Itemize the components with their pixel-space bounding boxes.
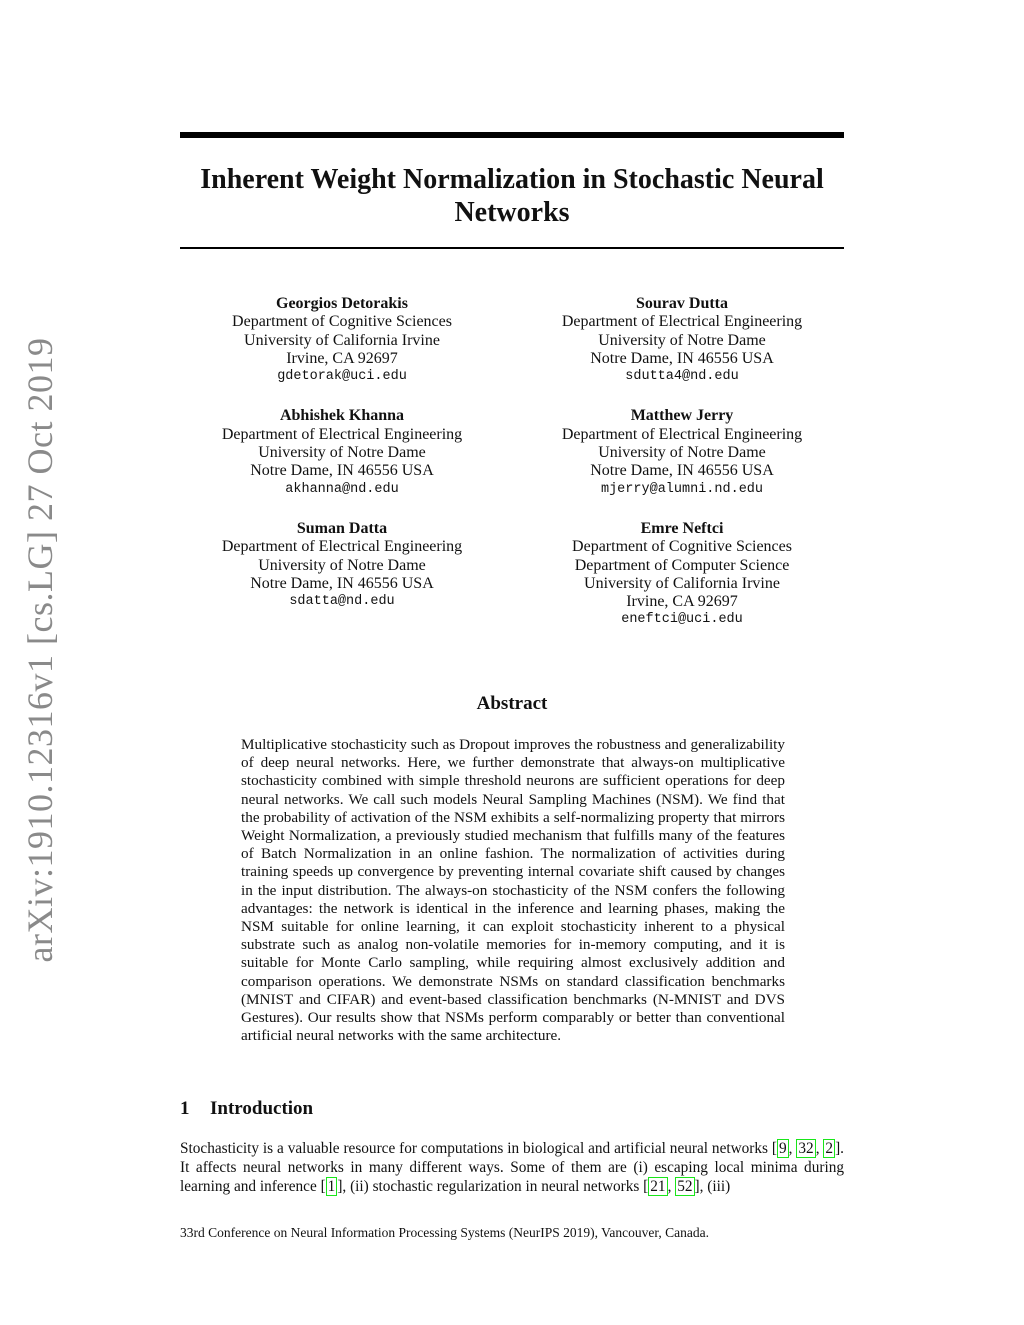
conference-footer: 33rd Conference on Neural Information Processing Systems (NeurIPS 2019), Vancouver, Canada. <box>180 1225 709 1240</box>
citation-link[interactable]: 2 <box>825 1140 834 1157</box>
author-card <box>192 520 492 630</box>
author-affiliation: Department of Electrical Engineering <box>561 425 803 443</box>
author-name: Suman Datta <box>296 519 388 537</box>
author-affiliation: University of Notre Dame <box>598 331 766 349</box>
author-email[interactable]: sdutta4@nd.edu <box>625 369 739 385</box>
paragraph-text-run: ], (ii) stochastic regularization in neural networks [ <box>337 1178 649 1195</box>
author-card <box>192 295 492 386</box>
arxiv-identifier-text: arXiv:1910.12316v1 [cs.LG] 27 Oct 2019 <box>20 337 60 963</box>
author-affiliation: Notre Dame, IN 46556 USA <box>250 462 434 480</box>
paragraph-text-run: , <box>788 1140 797 1157</box>
introduction-paragraph <box>180 1139 844 1196</box>
author-affiliation: Notre Dame, IN 46556 USA <box>250 574 434 592</box>
citation-link[interactable]: 1 <box>327 1178 336 1195</box>
author-row <box>180 295 844 386</box>
paragraph-text-run: ], (iii) <box>694 1178 731 1195</box>
author-affiliation: Department of Electrical Engineering <box>561 313 803 331</box>
author-email[interactable]: sdatta@nd.edu <box>289 594 395 610</box>
author-row <box>180 520 844 630</box>
citation-link[interactable]: 9 <box>779 1140 787 1157</box>
author-card <box>532 295 832 386</box>
author-name: Emre Neftci <box>640 519 724 537</box>
abstract-heading: Abstract <box>476 693 548 714</box>
citation-link[interactable]: 21 <box>650 1178 666 1195</box>
author-card <box>532 407 832 498</box>
paper-title: Inherent Weight Normalization in Stochastic Neural Networks <box>200 164 824 228</box>
paragraph-text-run: Stochasticity is a valuable resource for computations in biological and artificial neural networks [ <box>180 1140 777 1157</box>
author-row <box>180 407 844 498</box>
author-name: Sourav Dutta <box>635 295 728 312</box>
author-email[interactable]: eneftci@uci.edu <box>621 612 743 628</box>
author-affiliation: Department of Electrical Engineering <box>221 538 463 556</box>
author-block <box>180 295 844 651</box>
author-affiliation: University of California Irvine <box>244 331 440 349</box>
author-affiliation: Department of Cognitive Sciences <box>572 538 792 556</box>
author-affiliation: Irvine, CA 92697 <box>286 349 398 367</box>
author-email[interactable]: mjerry@alumni.nd.edu <box>600 481 764 497</box>
author-affiliation: Notre Dame, IN 46556 USA <box>590 462 774 480</box>
author-email[interactable]: gdetorak@uci.edu <box>277 369 407 385</box>
author-affiliation: Department of Cognitive Sciences <box>232 313 452 331</box>
author-affiliation: Irvine, CA 92697 <box>626 593 738 611</box>
section-title: Introduction <box>210 1098 314 1119</box>
author-name: Matthew Jerry <box>630 407 734 425</box>
author-card <box>532 520 832 630</box>
section-heading-introduction <box>180 1098 313 1120</box>
author-email[interactable]: akhanna@nd.edu <box>285 481 399 497</box>
citation-link[interactable]: 52 <box>677 1178 693 1195</box>
abstract-body: Multiplicative stochasticity such as Dropout improves the robustness and generalizability of deep neural networks. Here, we further demonstrate that always-on multiplicative stochasticity combined with simple threshold neurons are sufficient operations for deep neural networks. We call such models Neural Sampling Machines (NSM). We find that the probability of activation of the NSM exhibits a self-normalizing property that mirrors Weight Normalization, a previously studied mechanism that fulfills many of the features of Batch Normalization in an online fashion. The normalization of activities during training speeds up convergence by preventing internal covariate shift caused by changes in the input distribution. The always-on stochasticity of the NSM confers the following advantages: the network is identical in the inference and learning phases, making the NSM suitable for online learning, it can exploit stochasticity inherent to a physical substrate such as analog non-volatile memories for in-memory computing, and it is suitable for Monte Carlo sampling, while requiring almost exclusively addition and comparison operations. We demonstrate NSMs on standard classification benchmarks (MNIST and CIFAR) and event-based classification benchmarks (N-MNIST and DVS Gestures). Our results show that NSMs perform comparably or better than conventional artificial neural networks with the same architecture. <box>241 736 785 1045</box>
paragraph-text-run: , <box>815 1140 824 1157</box>
title-top-rule <box>180 132 844 138</box>
author-affiliation: University of Notre Dame <box>598 444 766 462</box>
author-affiliation: Department of Electrical Engineering <box>221 425 463 443</box>
citation-link[interactable]: 32 <box>798 1140 814 1157</box>
section-number: 1 <box>180 1098 190 1119</box>
title-bottom-rule <box>180 247 844 249</box>
author-card <box>192 407 492 498</box>
paragraph-text-run: , <box>667 1178 676 1195</box>
author-affiliation: Notre Dame, IN 46556 USA <box>590 349 774 367</box>
author-name: Abhishek Khanna <box>279 407 405 425</box>
author-affiliation: University of California Irvine <box>584 574 780 592</box>
author-name: Georgios Detorakis <box>276 295 408 312</box>
author-affiliation: University of Notre Dame <box>258 556 426 574</box>
author-affiliation: University of Notre Dame <box>258 444 426 462</box>
paragraph-text-run: ]. It affects neural networks in many different ways. Some of them are (i) escaping local minima during learning and inference [ <box>180 1140 844 1195</box>
arxiv-identifier-stamp <box>10 337 70 963</box>
author-affiliation: Department of Computer Science <box>574 556 790 574</box>
